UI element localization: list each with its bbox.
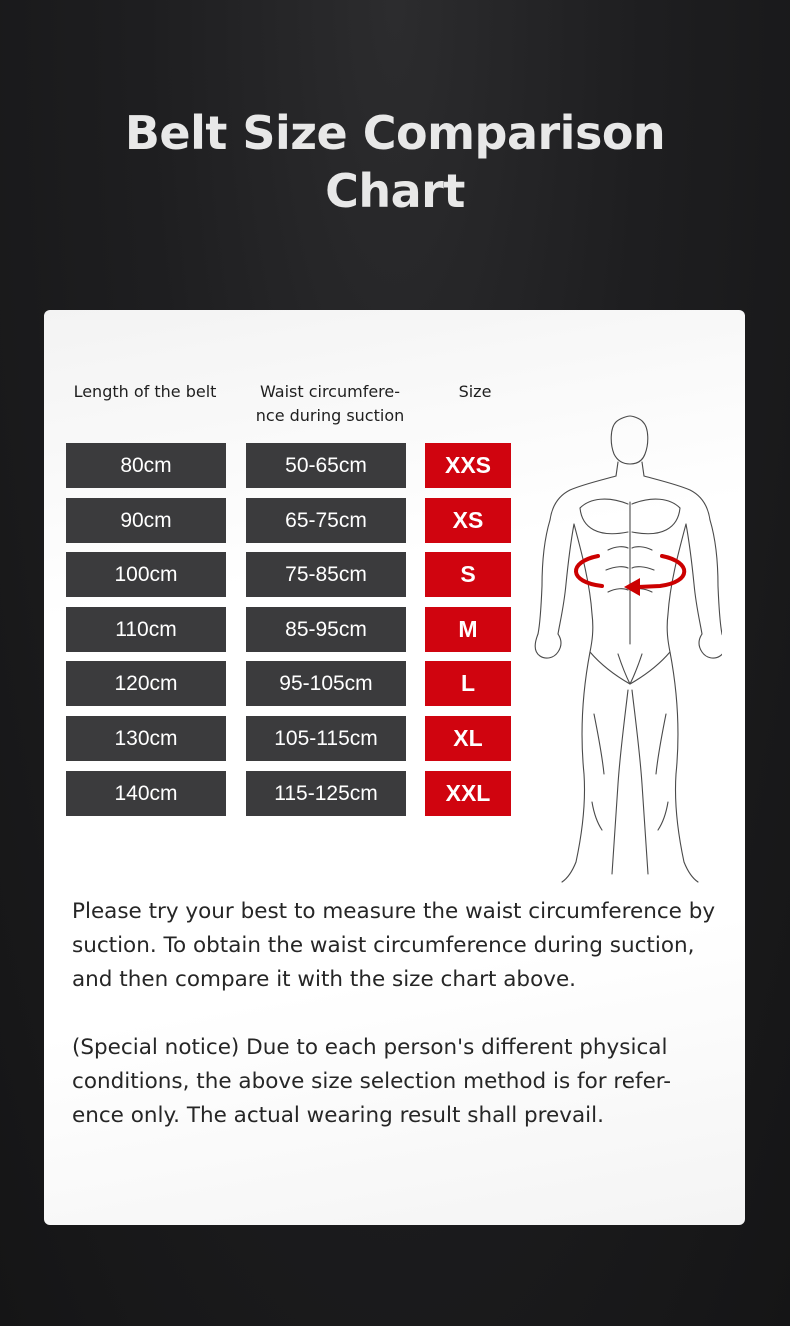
table-row	[66, 443, 516, 488]
header-waist-line-2: nce during suction	[255, 406, 405, 425]
header-waist-line-1: Waist circumfere-	[259, 382, 401, 401]
page-title-line-1: Belt Size Comparison	[124, 106, 666, 160]
size-badge: XXS	[425, 443, 511, 488]
waist-range-cell: 75-85cm	[246, 552, 406, 597]
size-badge: XS	[425, 498, 511, 543]
header-waist-circumference	[240, 380, 420, 428]
belt-length-cell: 130cm	[66, 716, 226, 761]
special-notice: (Special notice) Due to each person's different physical conditions, the above size selection method is for refer-ence only. The actual wearing result shall prevail.	[72, 1035, 672, 1128]
table-row	[66, 661, 516, 706]
size-chart-card	[44, 310, 745, 1225]
waist-range-cell: 85-95cm	[246, 607, 406, 652]
size-badge: M	[425, 607, 511, 652]
page-title-line-2: Chart	[325, 164, 465, 218]
waist-range-cell: 115-125cm	[246, 771, 406, 816]
table-row	[66, 771, 516, 816]
size-table	[66, 443, 516, 825]
table-row	[66, 552, 516, 597]
table-row	[66, 498, 516, 543]
size-badge: XXL	[425, 771, 511, 816]
table-row	[66, 607, 516, 652]
size-badge: XL	[425, 716, 511, 761]
belt-length-cell: 80cm	[66, 443, 226, 488]
belt-length-cell: 110cm	[66, 607, 226, 652]
page-title	[0, 104, 790, 220]
belt-length-cell: 120cm	[66, 661, 226, 706]
size-badge: S	[425, 552, 511, 597]
waist-range-cell: 105-115cm	[246, 716, 406, 761]
measurement-instructions: Please try your best to measure the waist circumference by suction. To obtain the waist circumference during suction, and then compare it with the size chart above.	[72, 899, 716, 992]
belt-length-cell: 100cm	[66, 552, 226, 597]
waist-range-cell: 95-105cm	[246, 661, 406, 706]
belt-length-cell: 140cm	[66, 771, 226, 816]
belt-length-cell: 90cm	[66, 498, 226, 543]
size-badge: L	[425, 661, 511, 706]
header-size: Size	[458, 382, 492, 401]
body-outline-icon	[532, 414, 722, 884]
waist-range-cell: 50-65cm	[246, 443, 406, 488]
table-row	[66, 716, 516, 761]
waist-range-cell: 65-75cm	[246, 498, 406, 543]
header-belt-length: Length of the belt	[73, 382, 217, 401]
